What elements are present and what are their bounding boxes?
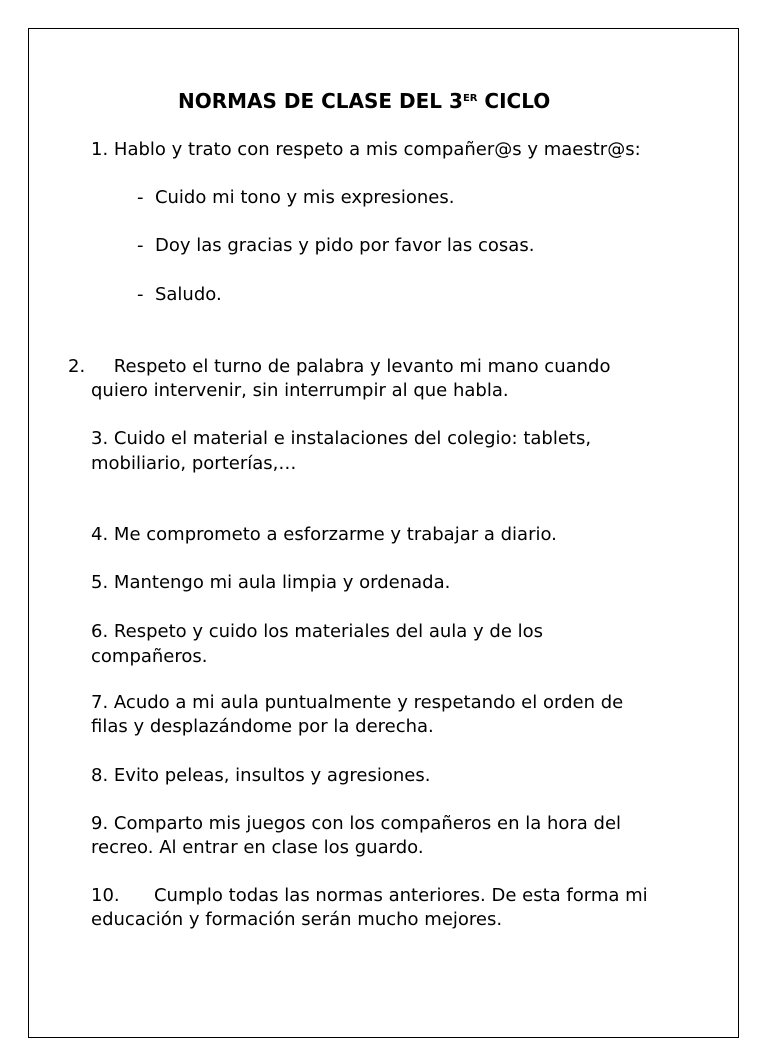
rule-number: 8. bbox=[91, 765, 109, 786]
rule-text: Me comprometo a esforzarme y trabajar a diario. bbox=[113, 524, 557, 545]
title-superscript: ER bbox=[462, 93, 478, 104]
rule-text: Respeto y cuido los materiales del aula y de los bbox=[113, 621, 544, 642]
rule-text: Hablo y trato con respeto a mis compañer@s y maestr@s: bbox=[113, 139, 641, 160]
sub-item-text: Saludo. bbox=[154, 284, 222, 305]
sub-item-3 bbox=[137, 283, 222, 307]
rule-9-line-1 bbox=[91, 812, 621, 836]
sub-item-text: Cuido mi tono y mis expresiones. bbox=[154, 187, 455, 208]
rule-6-line-2: compañeros. bbox=[91, 646, 208, 667]
dash-bullet: - bbox=[137, 235, 144, 256]
rule-7-line-1 bbox=[91, 691, 623, 715]
rule-3-line-1 bbox=[91, 427, 591, 451]
rule-text: Mantengo mi aula limpia y ordenada. bbox=[113, 572, 451, 593]
rule-number: 4. bbox=[91, 524, 109, 545]
title-tail: CICLO bbox=[477, 89, 551, 113]
title-main: NORMAS DE CLASE DEL 3 bbox=[178, 89, 463, 113]
rule-text: Comparto mis juegos con los compañeros en la hora del bbox=[113, 813, 622, 834]
rule-10-line-2: educación y formación serán mucho mejores. bbox=[91, 909, 503, 930]
rule-10-line-1 bbox=[91, 884, 648, 908]
rule-number: 6. bbox=[91, 621, 109, 642]
rule-1 bbox=[91, 138, 641, 162]
rule-2-line-1 bbox=[68, 355, 611, 379]
rule-6-line-1 bbox=[91, 620, 543, 644]
rule-3-line-2: mobiliario, porterías,… bbox=[91, 453, 297, 474]
rule-text: Cuido el material e instalaciones del colegio: tablets, bbox=[113, 428, 592, 449]
sub-item-1 bbox=[137, 186, 454, 210]
rule-number: 3. bbox=[91, 428, 109, 449]
rule-8 bbox=[91, 764, 430, 788]
rule-9-line-2: recreo. Al entrar en clase los guardo. bbox=[91, 837, 424, 858]
rule-number: 2. bbox=[68, 356, 86, 377]
rule-number: 7. bbox=[91, 692, 109, 713]
rule-text: Cumplo todas las normas anteriores. De esta forma mi bbox=[153, 885, 648, 906]
rule-number: 9. bbox=[91, 813, 109, 834]
rule-2-line-2: quiero intervenir, sin interrumpir al que habla. bbox=[91, 380, 509, 401]
rule-number: 1. bbox=[91, 139, 109, 160]
rule-number: 10. bbox=[91, 885, 120, 906]
sub-item-2 bbox=[137, 234, 534, 258]
rule-number: 5. bbox=[91, 572, 109, 593]
rule-text: Evito peleas, insultos y agresiones. bbox=[113, 765, 431, 786]
sub-item-text: Doy las gracias y pido por favor las cosas. bbox=[154, 235, 535, 256]
rule-4 bbox=[91, 523, 557, 547]
document-title bbox=[178, 89, 550, 113]
dash-bullet: - bbox=[137, 284, 144, 305]
rule-5 bbox=[91, 571, 450, 595]
rule-text: Respeto el turno de palabra y levanto mi mano cuando bbox=[113, 356, 611, 377]
rule-text: Acudo a mi aula puntualmente y respetando el orden de bbox=[113, 692, 624, 713]
rule-7-line-2: filas y desplazándome por la derecha. bbox=[91, 716, 434, 737]
dash-bullet: - bbox=[137, 187, 144, 208]
